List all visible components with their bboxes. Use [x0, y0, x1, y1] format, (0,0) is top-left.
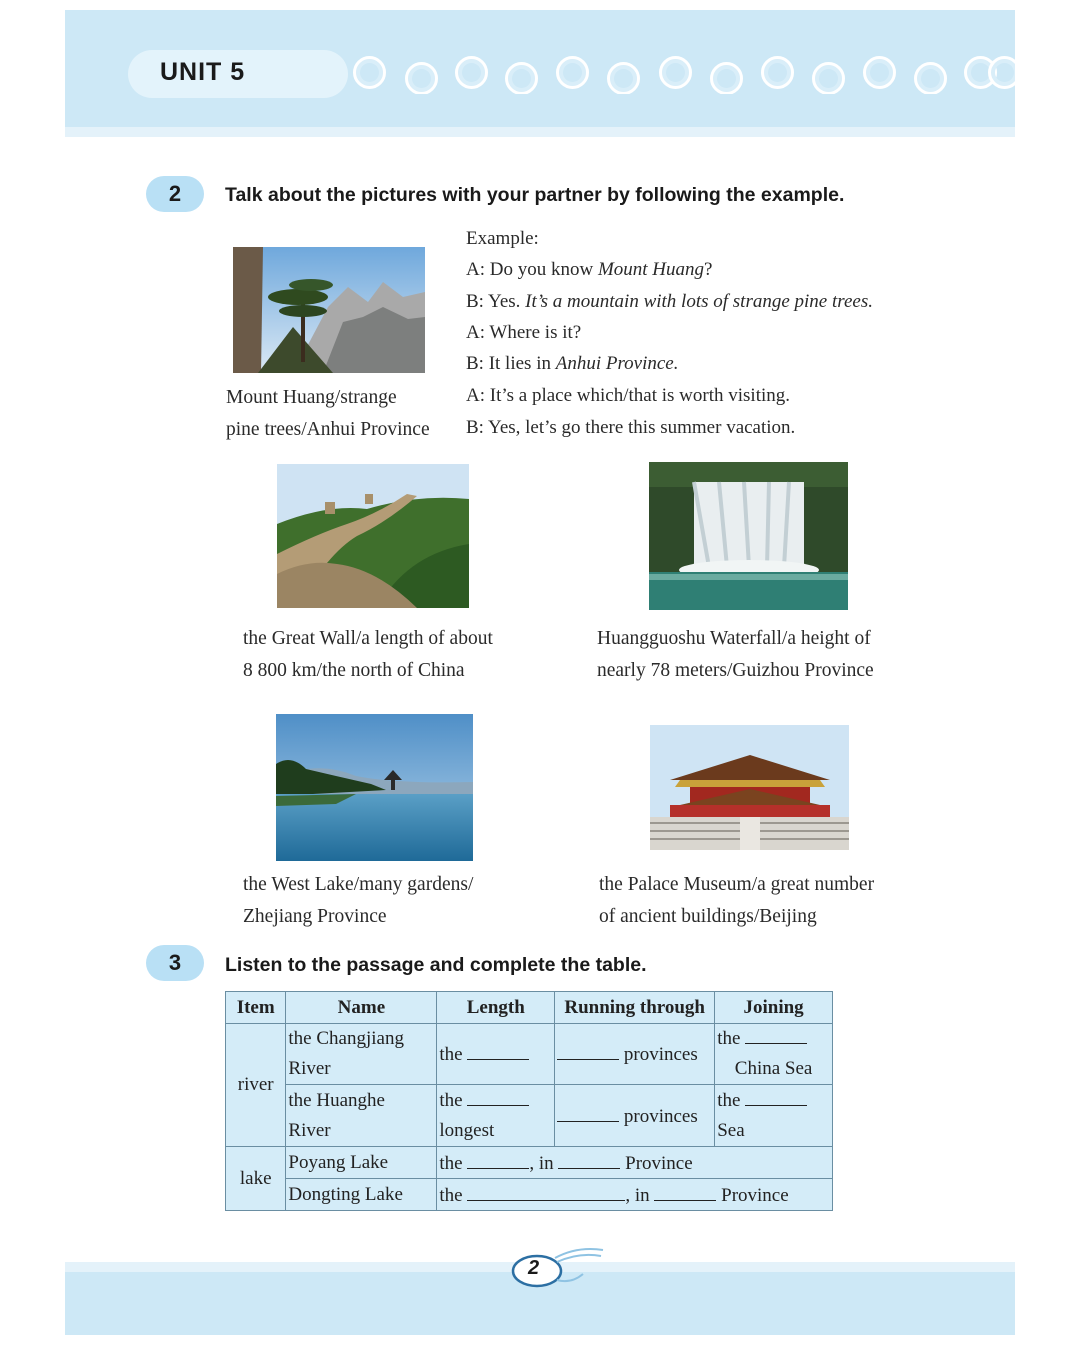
table-header-row: [226, 992, 833, 1024]
caption-waterfall-2: nearly 78 meters/Guizhou Province: [597, 660, 874, 681]
name-line: River: [288, 1119, 331, 1141]
example-line-4: [466, 348, 679, 380]
line-emphasis: It’s a mountain with lots of strange pine trees.: [525, 291, 873, 312]
example-line-1: [466, 254, 712, 286]
unit-title: UNIT 5: [160, 58, 246, 86]
joining-cell[interactable]: [715, 1024, 833, 1085]
name-cell: Poyang Lake: [286, 1147, 437, 1179]
running-suffix: provinces: [623, 1044, 698, 1065]
page-number-swoosh-icon: [505, 1244, 605, 1292]
line-text: Yes, let’s go there this summer vacation.: [488, 417, 796, 438]
table-row: [226, 1147, 833, 1179]
running-cell[interactable]: [555, 1085, 715, 1147]
table-row: [226, 1085, 833, 1147]
blank-field[interactable]: [467, 1183, 625, 1201]
name-cell: Dongting Lake: [286, 1179, 437, 1211]
lake-in: , in: [625, 1184, 650, 1206]
lake-province: Province: [625, 1152, 693, 1174]
caption-waterfall-1: Huangguoshu Waterfall/a height of: [597, 628, 871, 649]
blank-field[interactable]: [654, 1183, 716, 1201]
speaker: A:: [466, 259, 485, 280]
lake-detail-cell[interactable]: [437, 1179, 833, 1211]
length-cell[interactable]: [437, 1085, 555, 1147]
running-cell[interactable]: [555, 1024, 715, 1085]
section-2-number: 2: [146, 176, 204, 212]
table-row: [226, 1179, 833, 1211]
header-running-through: Running through: [555, 992, 715, 1024]
caption-west-lake-2: Zhejiang Province: [243, 906, 387, 927]
joining-cell[interactable]: [715, 1085, 833, 1147]
ring-icon: [607, 62, 640, 94]
ring-icon: [505, 62, 538, 94]
length-cell[interactable]: [437, 1024, 555, 1085]
ring-icon: [988, 56, 1015, 89]
line-emphasis: Anhui Province.: [555, 353, 679, 374]
decorative-rings: [350, 52, 1015, 94]
ring-icon: [812, 62, 845, 94]
lake-detail-cell[interactable]: [437, 1147, 833, 1179]
ring-icon: [659, 56, 692, 89]
length-prefix: the: [439, 1089, 463, 1111]
joining-prefix: the: [717, 1028, 741, 1049]
speaker: B:: [466, 417, 484, 438]
ring-icon: [353, 56, 386, 89]
line-end: ?: [704, 259, 713, 280]
caption-west-lake-1: the West Lake/many gardens/: [243, 874, 474, 895]
line-text: Yes.: [488, 291, 526, 312]
header-length: Length: [437, 992, 555, 1024]
header-name: Name: [286, 992, 437, 1024]
item-lake: lake: [226, 1147, 286, 1211]
name-line: the Changjiang: [288, 1028, 404, 1049]
line-text: It’s a place which/that is worth visiting.: [489, 385, 791, 406]
blank-field[interactable]: [557, 1104, 619, 1122]
name-cell: [286, 1085, 437, 1147]
rivers-lakes-table: [225, 991, 833, 1211]
running-suffix: provinces: [623, 1105, 698, 1127]
header-joining: Joining: [715, 992, 833, 1024]
example-heading: Example:: [466, 228, 539, 249]
lake-prefix: the: [439, 1184, 463, 1206]
name-line: the Huanghe: [288, 1089, 385, 1111]
lake-province: Province: [721, 1184, 789, 1206]
blank-field[interactable]: [467, 1042, 529, 1060]
speaker: B:: [466, 353, 484, 374]
joining-prefix: the: [717, 1089, 741, 1111]
section-3-number: 3: [146, 945, 204, 981]
blank-field[interactable]: [745, 1088, 807, 1106]
caption-palace-museum-1: the Palace Museum/a great number: [599, 874, 875, 895]
example-line-3: [466, 317, 581, 349]
length-prefix: the: [439, 1044, 463, 1065]
lake-in: , in: [529, 1152, 554, 1174]
header-band-bottom: [65, 127, 1015, 137]
caption-great-wall-2: 8 800 km/the north of China: [243, 660, 465, 681]
table-row: [226, 1024, 833, 1085]
line-text: Where is it?: [489, 322, 582, 343]
section-3-instruction: Listen to the passage and complete the table.: [225, 954, 647, 976]
caption-palace-museum-2: of ancient buildings/Beijing: [599, 906, 817, 927]
ring-icon: [556, 56, 589, 89]
ring-icon: [405, 62, 438, 94]
blank-field[interactable]: [745, 1026, 807, 1044]
joining-suffix: China Sea: [734, 1058, 813, 1079]
ring-icon: [863, 56, 896, 89]
name-line: River: [288, 1058, 331, 1079]
photo-mount-huang: [233, 247, 425, 373]
photo-great-wall: [277, 464, 469, 608]
example-line-6: [466, 412, 795, 444]
length-suffix: longest: [439, 1119, 495, 1141]
blank-field[interactable]: [467, 1151, 529, 1169]
speaker: A:: [466, 322, 485, 343]
header-item: Item: [226, 992, 286, 1024]
example-line-5: [466, 380, 790, 412]
caption-great-wall-1: the Great Wall/a length of about: [243, 628, 493, 649]
line-text: Do you know: [489, 259, 598, 280]
speaker: A:: [466, 385, 485, 406]
example-line-2: [466, 286, 873, 318]
name-cell: [286, 1024, 437, 1085]
photo-palace-museum: [650, 725, 849, 850]
page-number: 2: [528, 1257, 540, 1279]
lake-prefix: the: [439, 1152, 463, 1174]
blank-field[interactable]: [558, 1151, 620, 1169]
line-emphasis: Mount Huang: [597, 259, 705, 280]
joining-suffix: Sea: [717, 1119, 745, 1141]
photo-west-lake: [276, 714, 473, 861]
speaker: B:: [466, 291, 484, 312]
ring-icon: [710, 62, 743, 94]
caption-mount-huang-1: Mount Huang/strange: [226, 387, 397, 408]
ring-icon: [914, 62, 947, 94]
line-text: It lies in: [488, 353, 556, 374]
blank-field[interactable]: [467, 1088, 529, 1106]
ring-icon: [761, 56, 794, 89]
photo-huangguoshu-waterfall: [649, 462, 848, 610]
caption-mount-huang-2: pine trees/Anhui Province: [226, 419, 430, 440]
section-2-instruction: Talk about the pictures with your partner by following the example.: [225, 184, 845, 206]
item-river: river: [226, 1024, 286, 1147]
ring-icon: [455, 56, 488, 89]
blank-field[interactable]: [557, 1042, 619, 1060]
